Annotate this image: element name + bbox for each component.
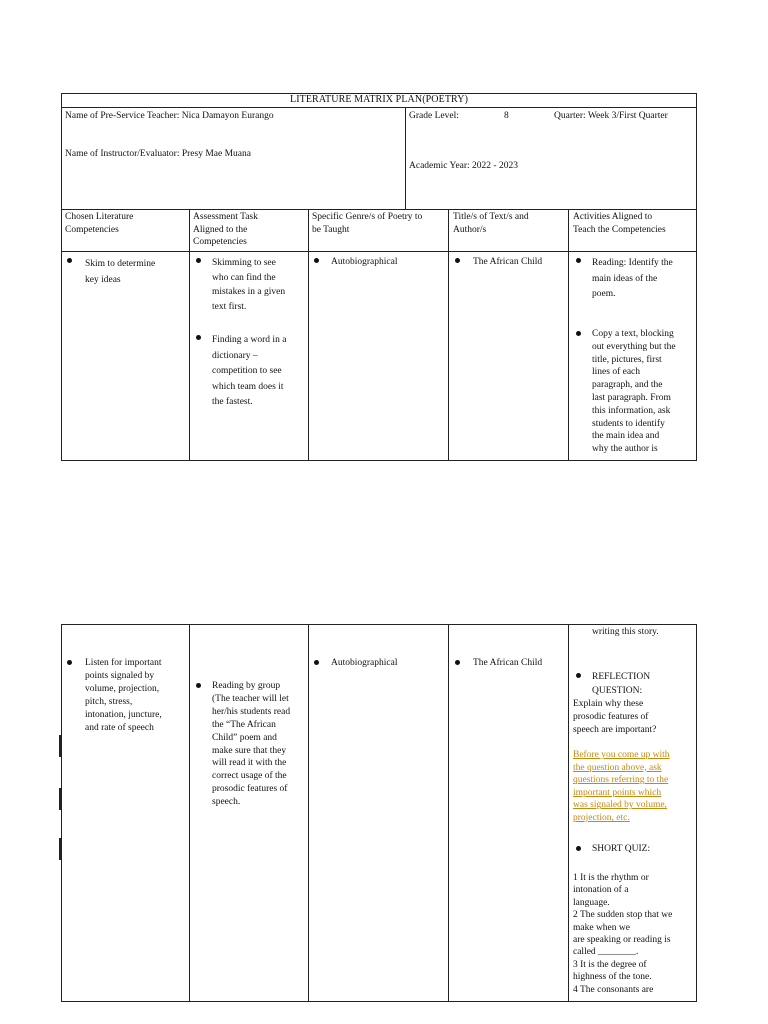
activity-item: Copy a text, blocking out everything but the title, pictures, first lines of each paragraph, and the last paragraph. From this information, ask students to identify the main idea and why the author is (592, 329, 676, 455)
title-item: The African Child (473, 257, 543, 267)
activity-item: Reading: Identify the main ideas of the poem. (592, 258, 673, 299)
bullet-icon (455, 258, 460, 263)
grade-level-label: Grade Level: (409, 111, 459, 121)
academic-year: Academic Year: 2022 - 2023 (409, 161, 518, 171)
short-quiz-heading: SHORT QUIZ: (592, 844, 651, 854)
genre-item: Autobiographical (331, 658, 398, 668)
header-activities: Activities Aligned to Teach the Competencies (573, 212, 666, 235)
quiz-items: 1 It is the rhythm or intonation of a language. 2 The sudden stop that we make when we are speaking or reading is called ________. 3 It is the degree of highness of the tone. 4 The consonants are (573, 873, 673, 995)
header-genre: Specific Genre/s of Poetry to be Taught (312, 212, 423, 235)
bullet-icon (314, 258, 319, 263)
bullet-icon (314, 660, 319, 665)
reflection-heading: REFLECTION QUESTION: (592, 672, 651, 696)
bullet-icon (576, 846, 581, 851)
teacher-note: Before you come up with the question above, ask questions referring to the important points which was signaled by volume, projection, etc. (573, 750, 670, 823)
reflection-question: Explain why these prosodic features of speech are important? (573, 699, 657, 735)
quarter: Quarter: Week 3/First Quarter (554, 111, 668, 121)
assessment-item: Skimming to see who can find the mistakes in a given text first. (212, 258, 286, 312)
teacher-name: Name of Pre-Service Teacher: Nica Damayon Eurango (65, 111, 274, 121)
bullet-icon (576, 258, 581, 263)
plan-title: LITERATURE MATRIX PLAN(POETRY) (290, 94, 468, 105)
bullet-icon (67, 660, 72, 665)
header-assessment: Assessment Task Aligned to the Competencies (193, 212, 258, 247)
header-titles: Title/s of Text/s and Author/s (453, 212, 529, 235)
instructor-name: Name of Instructor/Evaluator: Presy Mae Muana (65, 149, 251, 159)
continued-text: writing this story. (592, 627, 659, 637)
bullet-icon (196, 335, 201, 340)
assessment-item: Reading by group (The teacher will let her/his students read the “The African Child” poem and make sure that they will read it with the correct usage of the prosodic features of speech. (212, 681, 291, 808)
bullet-icon (67, 258, 72, 263)
grade-level-value: 8 (504, 111, 509, 121)
bullet-icon (576, 673, 581, 678)
title-item: The African Child (473, 658, 543, 668)
bullet-icon (576, 331, 581, 336)
assessment-item: Finding a word in a dictionary – competition to see which team does it the fastest. (212, 335, 287, 407)
bullet-icon (455, 660, 460, 665)
competency-item: Skim to determine key ideas (85, 259, 156, 285)
genre-item: Autobiographical (331, 257, 398, 267)
header-competencies: Chosen Literature Competencies (65, 212, 134, 235)
bullet-icon (196, 258, 201, 263)
competency-item: Listen for important points signaled by volume, projection, pitch, stress, intonation, juncture, and rate of speech (85, 658, 162, 733)
bullet-icon (196, 683, 201, 688)
